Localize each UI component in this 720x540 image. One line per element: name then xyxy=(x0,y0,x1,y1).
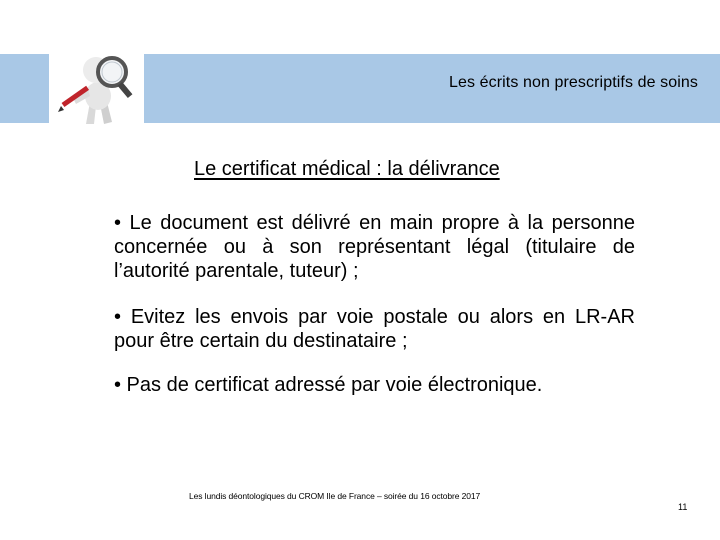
person-with-magnifying-glass-icon xyxy=(52,44,142,130)
bullet-item: • Pas de certificat adressé par voie électronique. xyxy=(114,374,543,396)
slide-title: Le certificat médical : la délivrance xyxy=(194,158,500,180)
bullet-item: • Evitez les envois par voie postale ou alors en LR-AR pour être certain du destinataire ; xyxy=(114,306,635,352)
header-title: Les écrits non prescriptifs de soins xyxy=(448,74,698,91)
footer-text: Les lundis déontologiques du CROM Ile de France – soirée du 16 octobre 2017 xyxy=(189,491,481,501)
page-number: 11 xyxy=(678,502,688,512)
bullet-item: • Le document est délivré en main propre à la personne concernée ou à son représentant légal (titulaire de l’autorité parentale, tuteur) ; xyxy=(114,212,635,282)
